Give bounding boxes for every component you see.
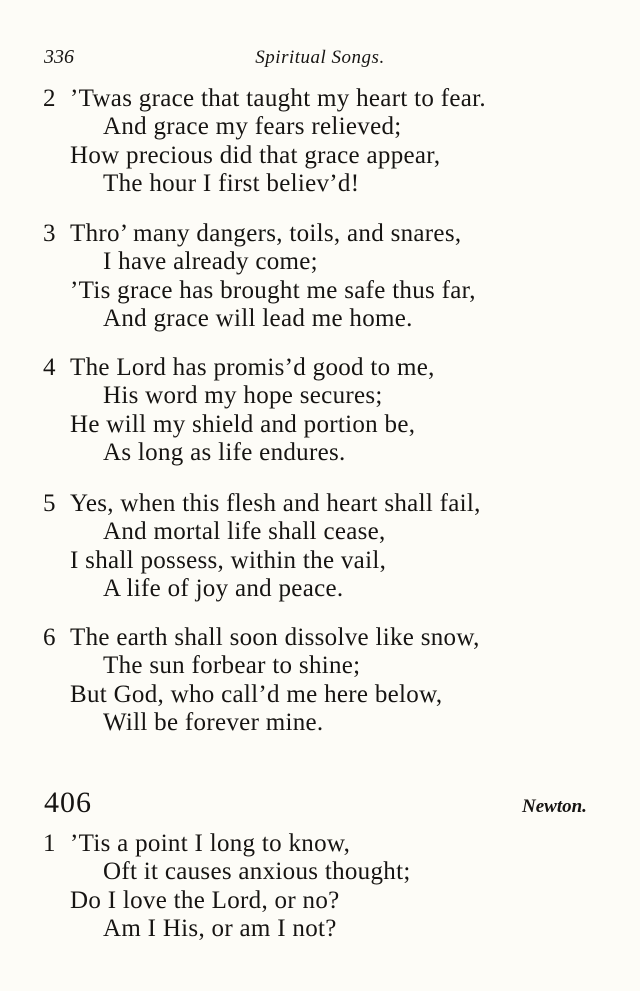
- verse-line: ’Tis grace has brought me safe thus far,: [70, 277, 476, 304]
- stanza-number: 3: [43, 220, 56, 247]
- verse-line: Do I love the Lord, or no?: [70, 887, 340, 914]
- verse-line: I shall possess, within the vail,: [70, 547, 387, 574]
- verse-line: His word my hope secures;: [103, 382, 383, 409]
- verse-line: The Lord has promis’d good to me,: [70, 354, 435, 381]
- verse-line: As long as life endures.: [103, 439, 346, 466]
- stanza-number: 4: [43, 354, 56, 381]
- verse-line: He will my shield and portion be,: [70, 411, 416, 438]
- verse-line: And grace my fears relieved;: [103, 113, 402, 140]
- running-title: Spiritual Songs.: [255, 47, 385, 68]
- verse-line: The sun forbear to shine;: [103, 652, 361, 679]
- verse-line: ’Tis a point I long to know,: [70, 830, 351, 857]
- stanza-number: 6: [43, 624, 56, 651]
- verse-line: Yes, when this flesh and heart shall fail,: [70, 490, 481, 517]
- stanza-number: 2: [43, 85, 56, 112]
- verse-line: Am I His, or am I not?: [103, 915, 337, 942]
- verse-line: The earth shall soon dissolve like snow,: [70, 624, 480, 651]
- page-number: 336: [44, 46, 74, 68]
- verse-line: The hour I first believ’d!: [103, 170, 360, 197]
- verse-line: I have already come;: [103, 248, 318, 275]
- hymn-author: Newton.: [522, 796, 587, 817]
- verse-line: ’Twas grace that taught my heart to fear.: [70, 85, 486, 112]
- stanza-number: 1: [43, 830, 56, 857]
- verse-line: Oft it causes anxious thought;: [103, 858, 411, 885]
- verse-line: A life of joy and peace.: [103, 575, 344, 602]
- hymn-number: 406: [44, 786, 92, 819]
- stanza-number: 5: [43, 490, 56, 517]
- verse-line: And grace will lead me home.: [103, 305, 413, 332]
- verse-line: But God, who call’d me here below,: [70, 681, 443, 708]
- verse-line: And mortal life shall cease,: [103, 518, 386, 545]
- verse-line: How precious did that grace appear,: [70, 142, 441, 169]
- verse-line: Will be forever mine.: [103, 709, 324, 736]
- verse-line: Thro’ many dangers, toils, and snares,: [70, 220, 462, 247]
